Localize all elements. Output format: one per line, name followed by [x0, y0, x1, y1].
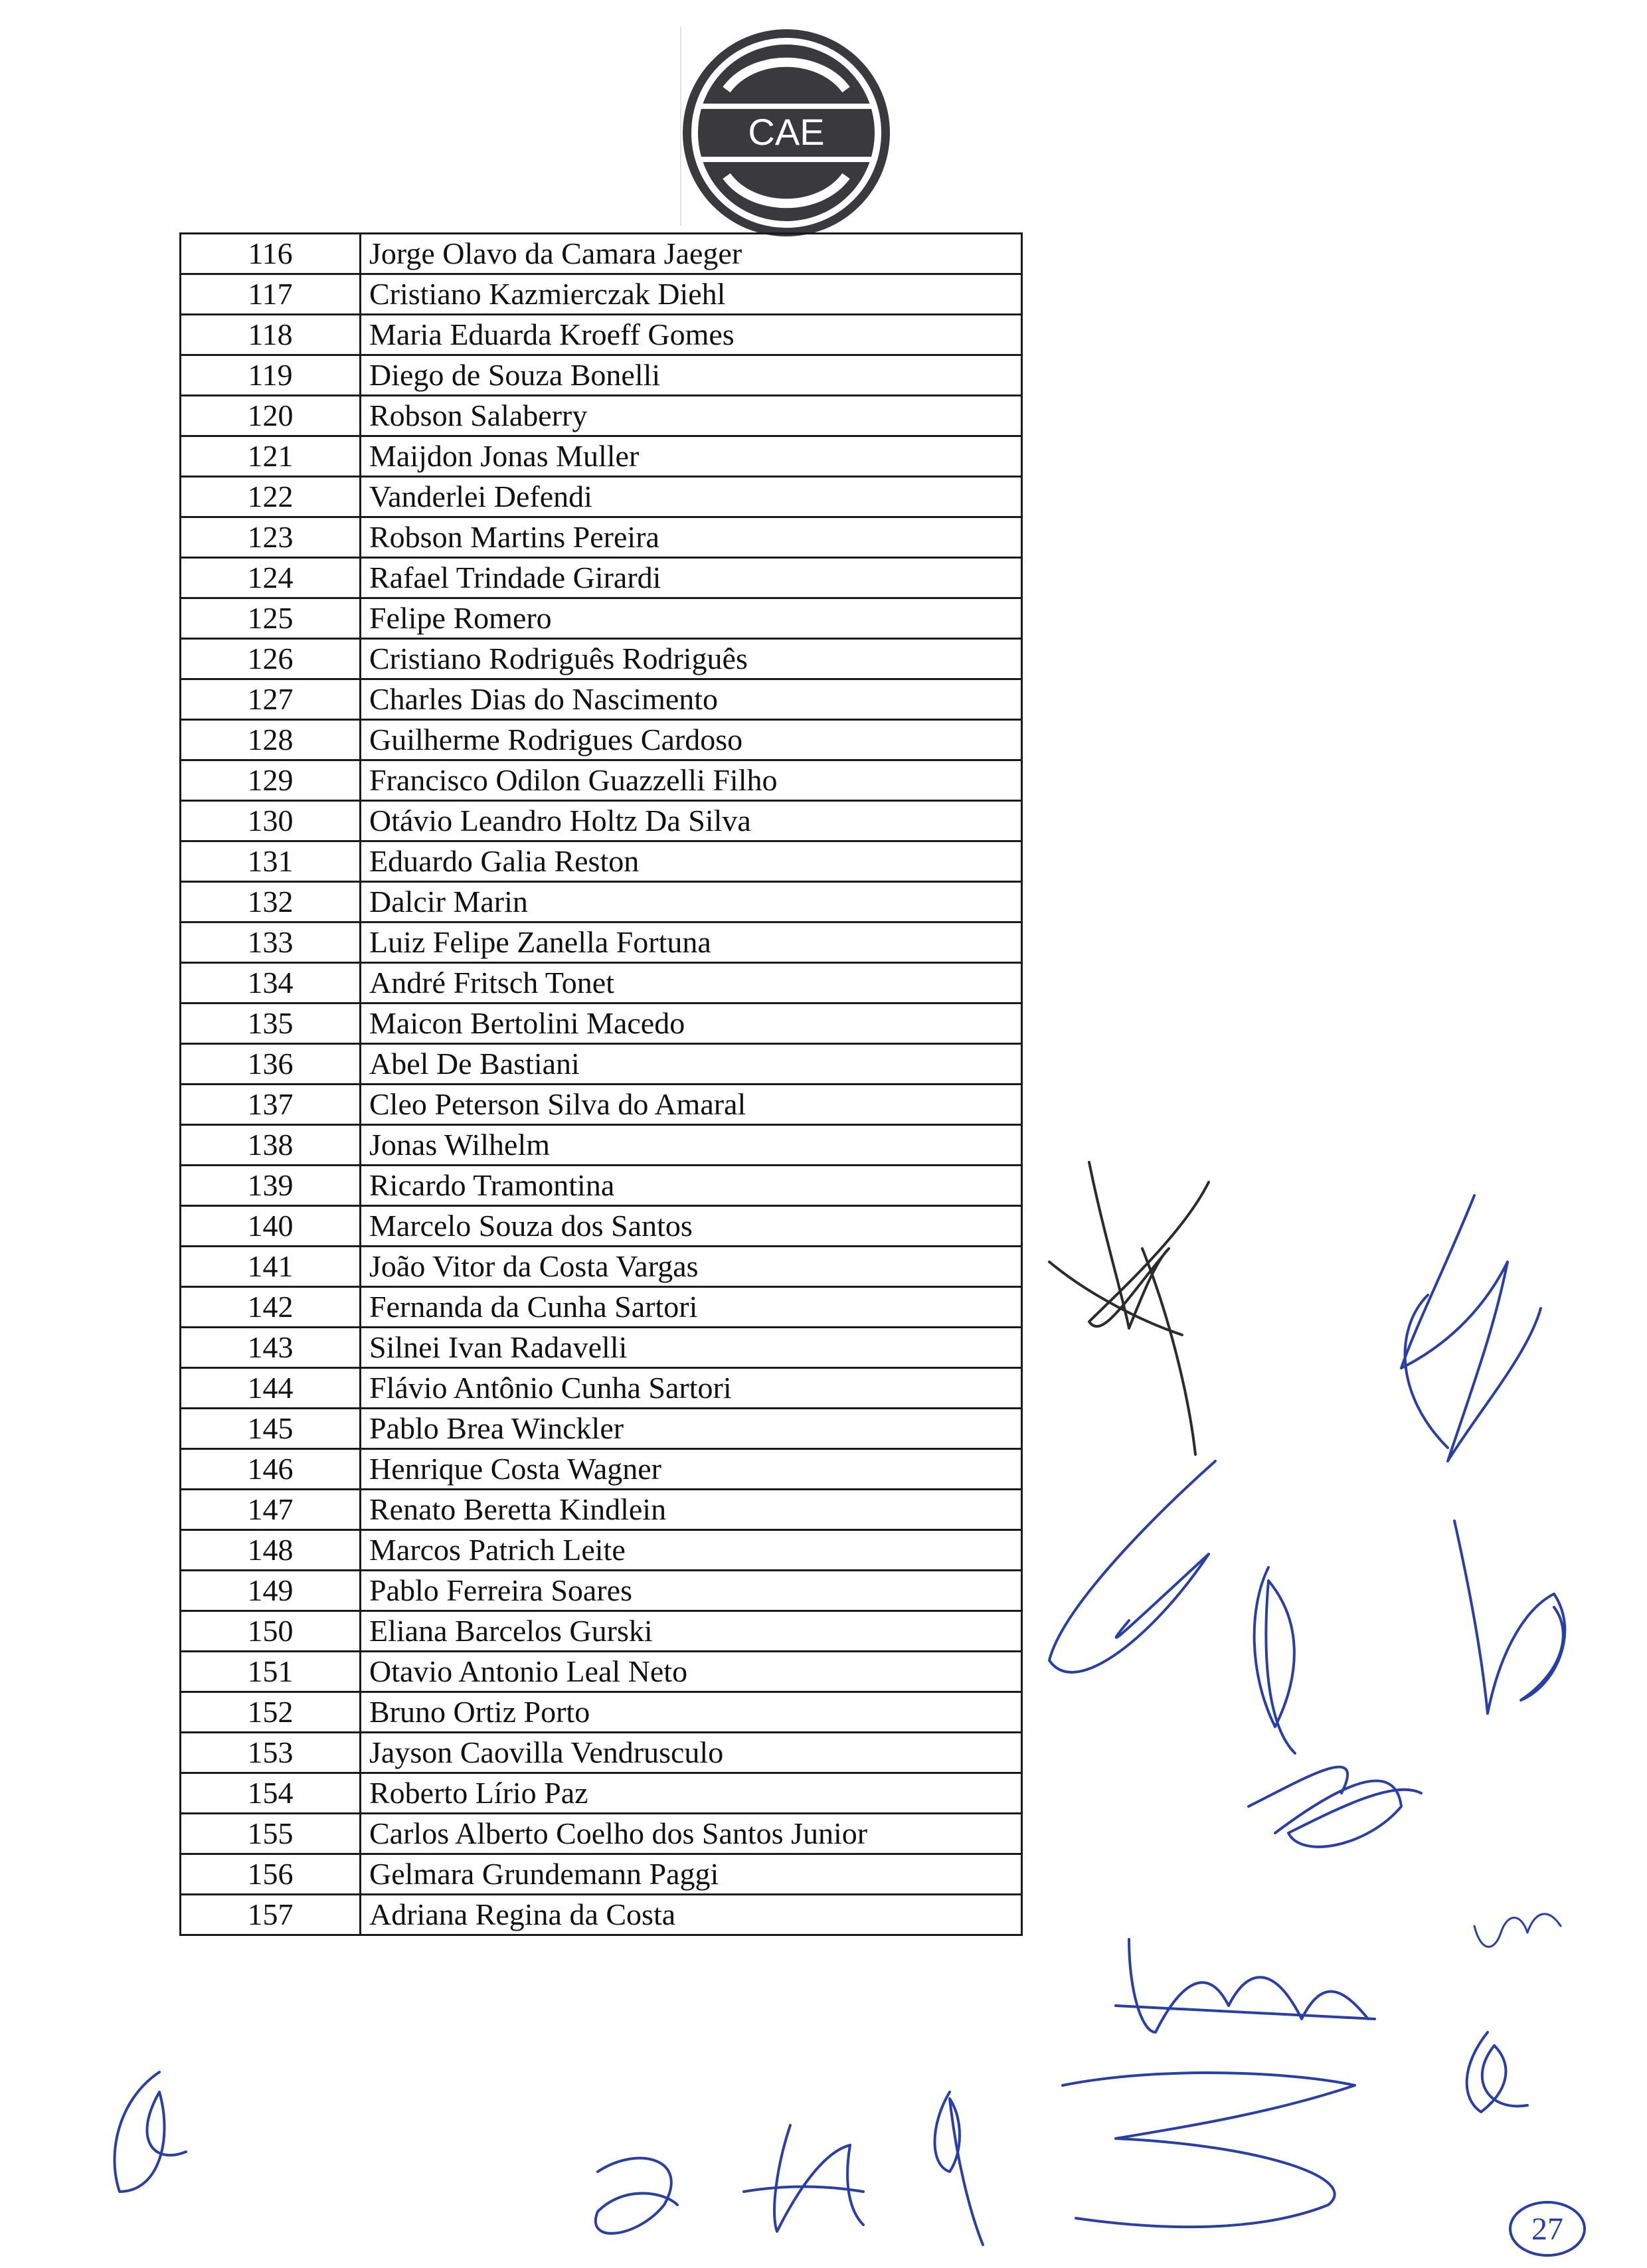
- roster-row: [181, 315, 1022, 355]
- roster-row: [181, 639, 1022, 679]
- roster-number: 146: [181, 1449, 361, 1490]
- roster-number: 148: [181, 1530, 361, 1571]
- roster-name: João Vitor da Costa Vargas: [361, 1247, 1022, 1287]
- signature-blue-7: [1063, 2073, 1355, 2227]
- roster-name: Marcelo Souza dos Santos: [361, 1206, 1022, 1247]
- roster-number: 121: [181, 436, 361, 477]
- roster-row: [181, 1125, 1022, 1166]
- roster-name: Felipe Romero: [361, 598, 1022, 639]
- roster-row: [181, 1530, 1022, 1571]
- roster-number: 140: [181, 1206, 361, 1247]
- roster-number: 143: [181, 1328, 361, 1368]
- roster-row: [181, 1409, 1022, 1449]
- signature-blue-9: [596, 2158, 677, 2233]
- roster-name: Fernanda da Cunha Sartori: [361, 1287, 1022, 1328]
- roster-name: Adriana Regina da Costa: [361, 1895, 1022, 1935]
- roster-row: [181, 274, 1022, 315]
- roster-name: Henrique Costa Wagner: [361, 1449, 1022, 1490]
- roster-name: Charles Dias do Nascimento: [361, 679, 1022, 720]
- roster-number: 145: [181, 1409, 361, 1449]
- roster-number: 144: [181, 1368, 361, 1409]
- roster-name: Pablo Ferreira Soares: [361, 1571, 1022, 1611]
- roster-row: [181, 1814, 1022, 1854]
- roster-name: Robson Salaberry: [361, 396, 1022, 436]
- signature-black: [1049, 1162, 1209, 1454]
- signature-blue-3: [1255, 1567, 1295, 1753]
- signature-blue-13: [1474, 1914, 1561, 1947]
- roster-row: [181, 679, 1022, 720]
- roster-row: [181, 1166, 1022, 1206]
- roster-number: 137: [181, 1085, 361, 1125]
- roster-row: [181, 1003, 1022, 1044]
- roster-name: Marcos Patrich Leite: [361, 1530, 1022, 1571]
- roster-number: 118: [181, 315, 361, 355]
- roster-name: Eduardo Galia Reston: [361, 841, 1022, 882]
- roster-number: 128: [181, 720, 361, 760]
- roster-row: [181, 1692, 1022, 1733]
- roster-name: Luiz Felipe Zanella Fortuna: [361, 922, 1022, 963]
- roster-number: 139: [181, 1166, 361, 1206]
- roster-row: [181, 1368, 1022, 1409]
- roster-number: 116: [181, 234, 361, 274]
- roster-number: 149: [181, 1571, 361, 1611]
- roster-number: 138: [181, 1125, 361, 1166]
- roster-row: [181, 1328, 1022, 1368]
- roster-row: [181, 1895, 1022, 1935]
- page-number-circle: [1510, 2202, 1585, 2255]
- roster-number: 141: [181, 1247, 361, 1287]
- logo-text: CAE: [748, 111, 825, 153]
- roster-name: Robson Martins Pereira: [361, 517, 1022, 558]
- roster-row: [181, 1044, 1022, 1085]
- roster-name: Diego de Souza Bonelli: [361, 355, 1022, 396]
- roster-number: 157: [181, 1895, 361, 1935]
- roster-name: Maicon Bertolini Macedo: [361, 1003, 1022, 1044]
- signature-blue-10: [744, 2125, 863, 2231]
- page-number-mark: [1510, 2202, 1585, 2255]
- roster-number: 119: [181, 355, 361, 396]
- roster-name: Pablo Brea Winckler: [361, 1409, 1022, 1449]
- roster-row: [181, 1287, 1022, 1328]
- roster-row: [181, 396, 1022, 436]
- roster-name: Vanderlei Defendi: [361, 477, 1022, 517]
- page-number: 27: [1531, 2212, 1563, 2247]
- roster-name: Flávio Antônio Cunha Sartori: [361, 1368, 1022, 1409]
- roster-number: 132: [181, 882, 361, 922]
- roster-row: [181, 1571, 1022, 1611]
- signature-blue-5: [1249, 1767, 1421, 1847]
- roster-row: [181, 1247, 1022, 1287]
- signature-blue-6: [1116, 1939, 1375, 2032]
- roster-name: Cristiano Rodriguês Rodriguês: [361, 639, 1022, 679]
- signature-blue-1: [1401, 1195, 1541, 1461]
- roster-name: André Fritsch Tonet: [361, 963, 1022, 1003]
- roster-row: [181, 922, 1022, 963]
- roster-name: Cristiano Kazmierczak Diehl: [361, 274, 1022, 315]
- roster-row: [181, 1449, 1022, 1490]
- roster-number: 123: [181, 517, 361, 558]
- roster-row: [181, 760, 1022, 801]
- signature-blue-12: [1467, 2032, 1527, 2112]
- roster-number: 127: [181, 679, 361, 720]
- roster-row: [181, 355, 1022, 396]
- roster-number: 151: [181, 1652, 361, 1692]
- roster-number: 142: [181, 1287, 361, 1328]
- roster-row: [181, 436, 1022, 477]
- roster-number: 117: [181, 274, 361, 315]
- roster-row: [181, 234, 1022, 274]
- roster-number: 131: [181, 841, 361, 882]
- roster-number: 156: [181, 1854, 361, 1895]
- roster-row: [181, 517, 1022, 558]
- roster-row: [181, 720, 1022, 760]
- roster-name: Guilherme Rodrigues Cardoso: [361, 720, 1022, 760]
- roster-number: 135: [181, 1003, 361, 1044]
- roster-name: Maria Eduarda Kroeff Gomes: [361, 315, 1022, 355]
- roster-number: 154: [181, 1773, 361, 1814]
- roster-name: Abel De Bastiani: [361, 1044, 1022, 1085]
- roster-name: Bruno Ortiz Porto: [361, 1692, 1022, 1733]
- roster-row: [181, 882, 1022, 922]
- roster-name: Otavio Antonio Leal Neto: [361, 1652, 1022, 1692]
- roster-number: 134: [181, 963, 361, 1003]
- roster-name: Maijdon Jonas Muller: [361, 436, 1022, 477]
- roster-name: Rafael Trindade Girardi: [361, 558, 1022, 598]
- roster-name: Dalcir Marin: [361, 882, 1022, 922]
- roster-name: Francisco Odilon Guazzelli Filho: [361, 760, 1022, 801]
- roster-number: 155: [181, 1814, 361, 1854]
- roster-body: [181, 234, 1022, 1935]
- roster-number: 150: [181, 1611, 361, 1652]
- roster-row: [181, 477, 1022, 517]
- roster-number: 124: [181, 558, 361, 598]
- roster-row: [181, 1206, 1022, 1247]
- signature-blue-11: [935, 2092, 984, 2245]
- cae-logo: [680, 27, 893, 239]
- roster-name: Otávio Leandro Holtz Da Silva: [361, 801, 1022, 841]
- roster-name: Jonas Wilhelm: [361, 1125, 1022, 1166]
- roster-row: [181, 1611, 1022, 1652]
- roster-table: [179, 232, 1023, 1936]
- roster-number: 133: [181, 922, 361, 963]
- roster-number: 136: [181, 1044, 361, 1085]
- roster-number: 120: [181, 396, 361, 436]
- signature-blue-4: [1454, 1521, 1565, 1713]
- roster-name: Ricardo Tramontina: [361, 1166, 1022, 1206]
- roster-name: Eliana Barcelos Gurski: [361, 1611, 1022, 1652]
- roster-number: 147: [181, 1490, 361, 1530]
- roster-number: 122: [181, 477, 361, 517]
- roster-row: [181, 963, 1022, 1003]
- roster-number: 130: [181, 801, 361, 841]
- signature-blue-8: [115, 2072, 187, 2192]
- roster-row: [181, 1773, 1022, 1814]
- roster-number: 153: [181, 1733, 361, 1773]
- roster-row: [181, 841, 1022, 882]
- roster-row: [181, 1490, 1022, 1530]
- roster-number: 129: [181, 760, 361, 801]
- roster-name: Cleo Peterson Silva do Amaral: [361, 1085, 1022, 1125]
- roster-row: [181, 598, 1022, 639]
- roster-name: Gelmara Grundemann Paggi: [361, 1854, 1022, 1895]
- roster-row: [181, 801, 1022, 841]
- roster-number: 152: [181, 1692, 361, 1733]
- roster-name: Jorge Olavo da Camara Jaeger: [361, 234, 1022, 274]
- roster-number: 126: [181, 639, 361, 679]
- roster-row: [181, 558, 1022, 598]
- roster-name: Silnei Ivan Radavelli: [361, 1328, 1022, 1368]
- roster-row: [181, 1085, 1022, 1125]
- roster-name: Jayson Caovilla Vendrusculo: [361, 1733, 1022, 1773]
- roster-row: [181, 1652, 1022, 1692]
- roster-number: 125: [181, 598, 361, 639]
- roster-name: Roberto Lírio Paz: [361, 1773, 1022, 1814]
- roster-row: [181, 1854, 1022, 1895]
- roster-name: Carlos Alberto Coelho dos Santos Junior: [361, 1814, 1022, 1854]
- signature-blue-2: [1049, 1461, 1215, 1672]
- roster-row: [181, 1733, 1022, 1773]
- roster-name: Renato Beretta Kindlein: [361, 1490, 1022, 1530]
